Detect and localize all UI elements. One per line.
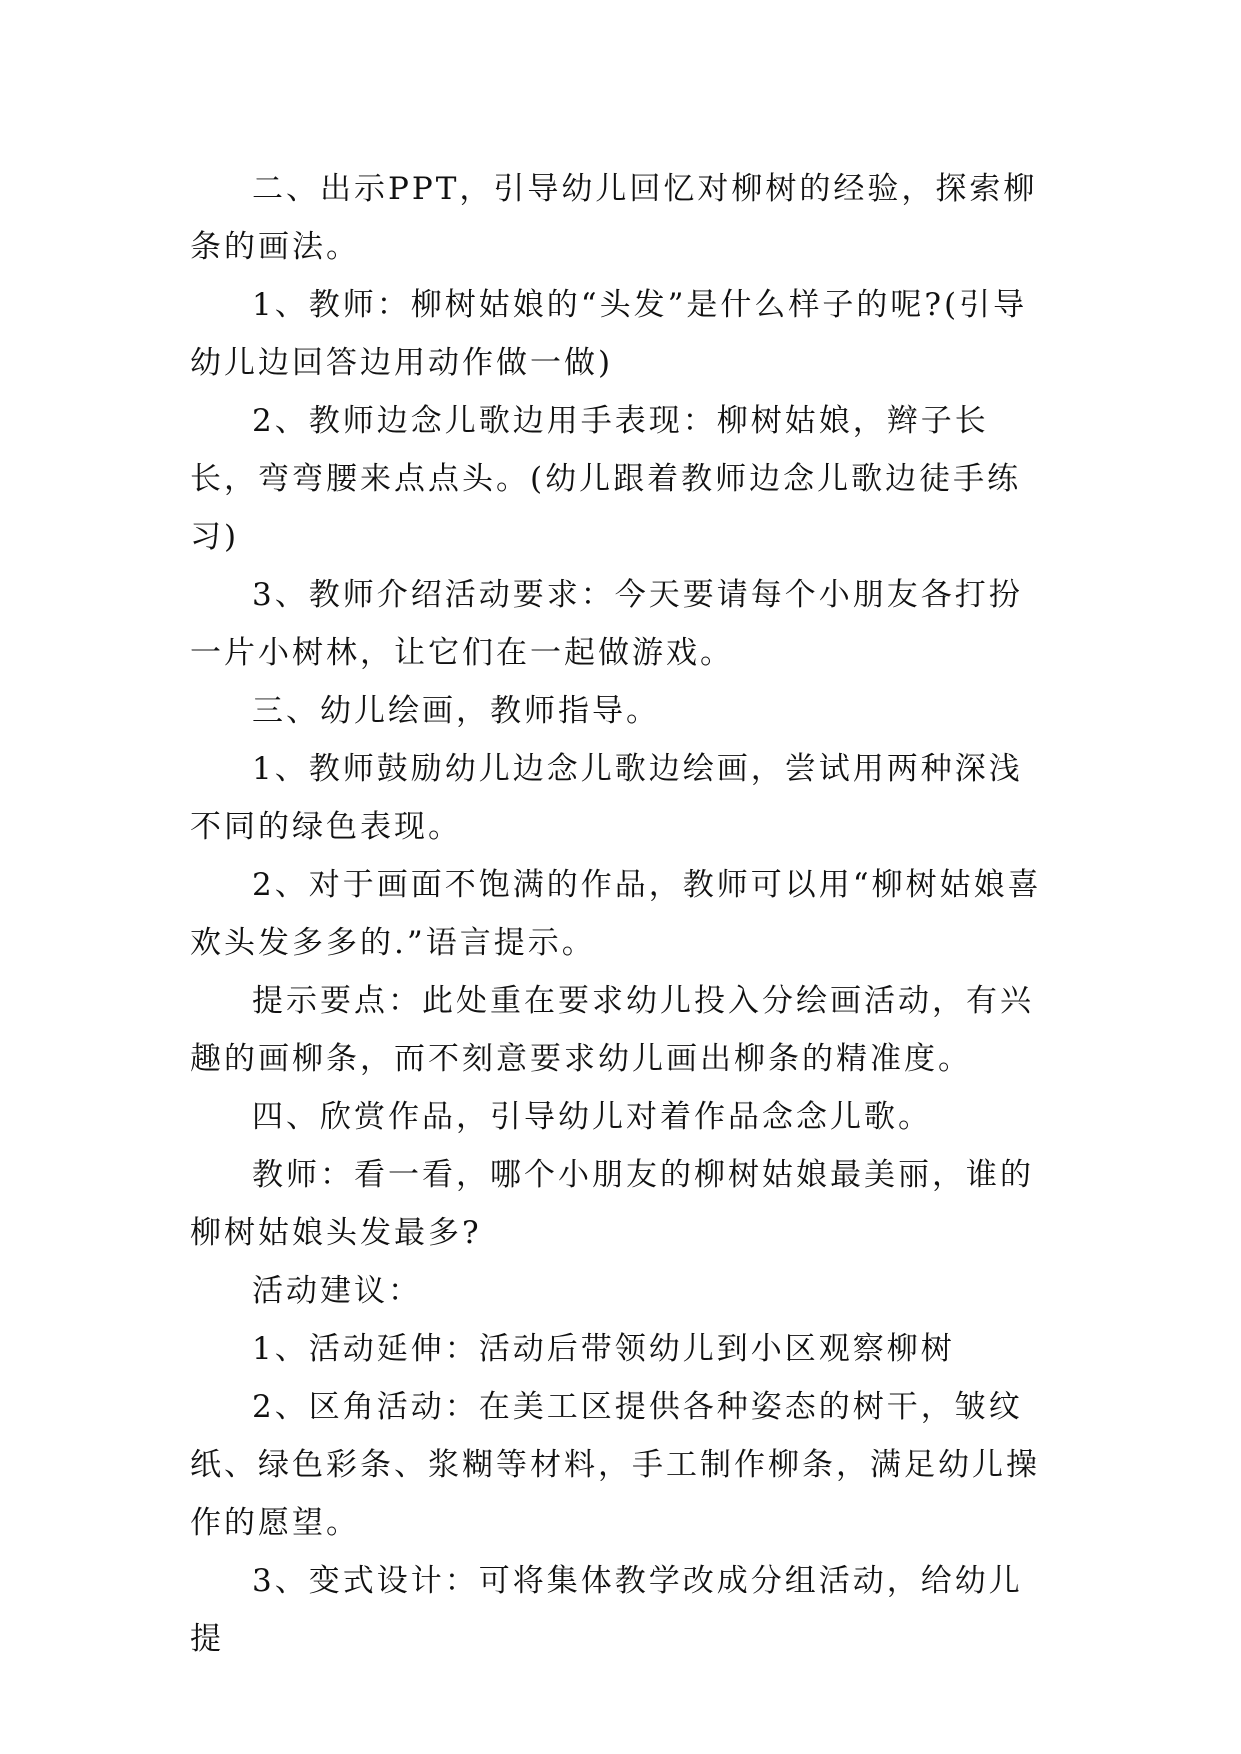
paragraph-step-2-rhyme: 2、教师边念儿歌边用手表现：柳树姑娘，辫子长长，弯弯腰来点点头。(幼儿跟着教师边念儿歌边徒手练习) [190,403,1022,555]
document-body [190,160,1052,1668]
paragraph-drawing-step-2: 2、对于画面不饱满的作品，教师可以用“柳树姑娘喜欢头发多多的.”语言提示。 [190,867,1042,961]
paragraph-key-points: 提示要点：此处重在要求幼儿投入分绘画活动，有兴趣的画柳条，而不刻意要求幼儿画出柳条的精准度。 [190,983,1034,1077]
paragraph-section-three-heading: 三、幼儿绘画，教师指导。 [252,693,660,729]
paragraph-drawing-step-1: 1、教师鼓励幼儿边念儿歌边绘画，尝试用两种深浅不同的绿色表现。 [190,751,1023,845]
paragraph-step-3-requirements: 3、教师介绍活动要求：今天要请每个小朋友各打扮一片小树林，让它们在一起做游戏。 [190,577,1023,671]
paragraph-suggestion-2: 2、区角活动：在美工区提供各种姿态的树干，皱纹纸、绿色彩条、浆糊等材料，手工制作柳条，满足幼儿操作的愿望。 [190,1389,1040,1541]
paragraph-suggestion-3: 3、变式设计：可将集体教学改成分组活动，给幼儿提 [190,1563,1023,1657]
paragraph-suggestions-heading: 活动建议： [252,1273,422,1309]
paragraph-suggestion-1: 1、活动延伸：活动后带领幼儿到小区观察柳树 [252,1331,955,1367]
paragraph-step-1-hair: 1、教师：柳树姑娘的“头发”是什么样子的呢?(引导幼儿边回答边用动作做一做) [190,287,1028,381]
paragraph-teacher-question: 教师：看一看，哪个小朋友的柳树姑娘最美丽，谁的柳树姑娘头发最多? [190,1157,1034,1251]
paragraph-section-two-heading: 二、出示PPT，引导幼儿回忆对柳树的经验，探索柳条的画法。 [190,171,1038,265]
paragraph-section-four-heading: 四、欣赏作品，引导幼儿对着作品念念儿歌。 [252,1099,932,1135]
